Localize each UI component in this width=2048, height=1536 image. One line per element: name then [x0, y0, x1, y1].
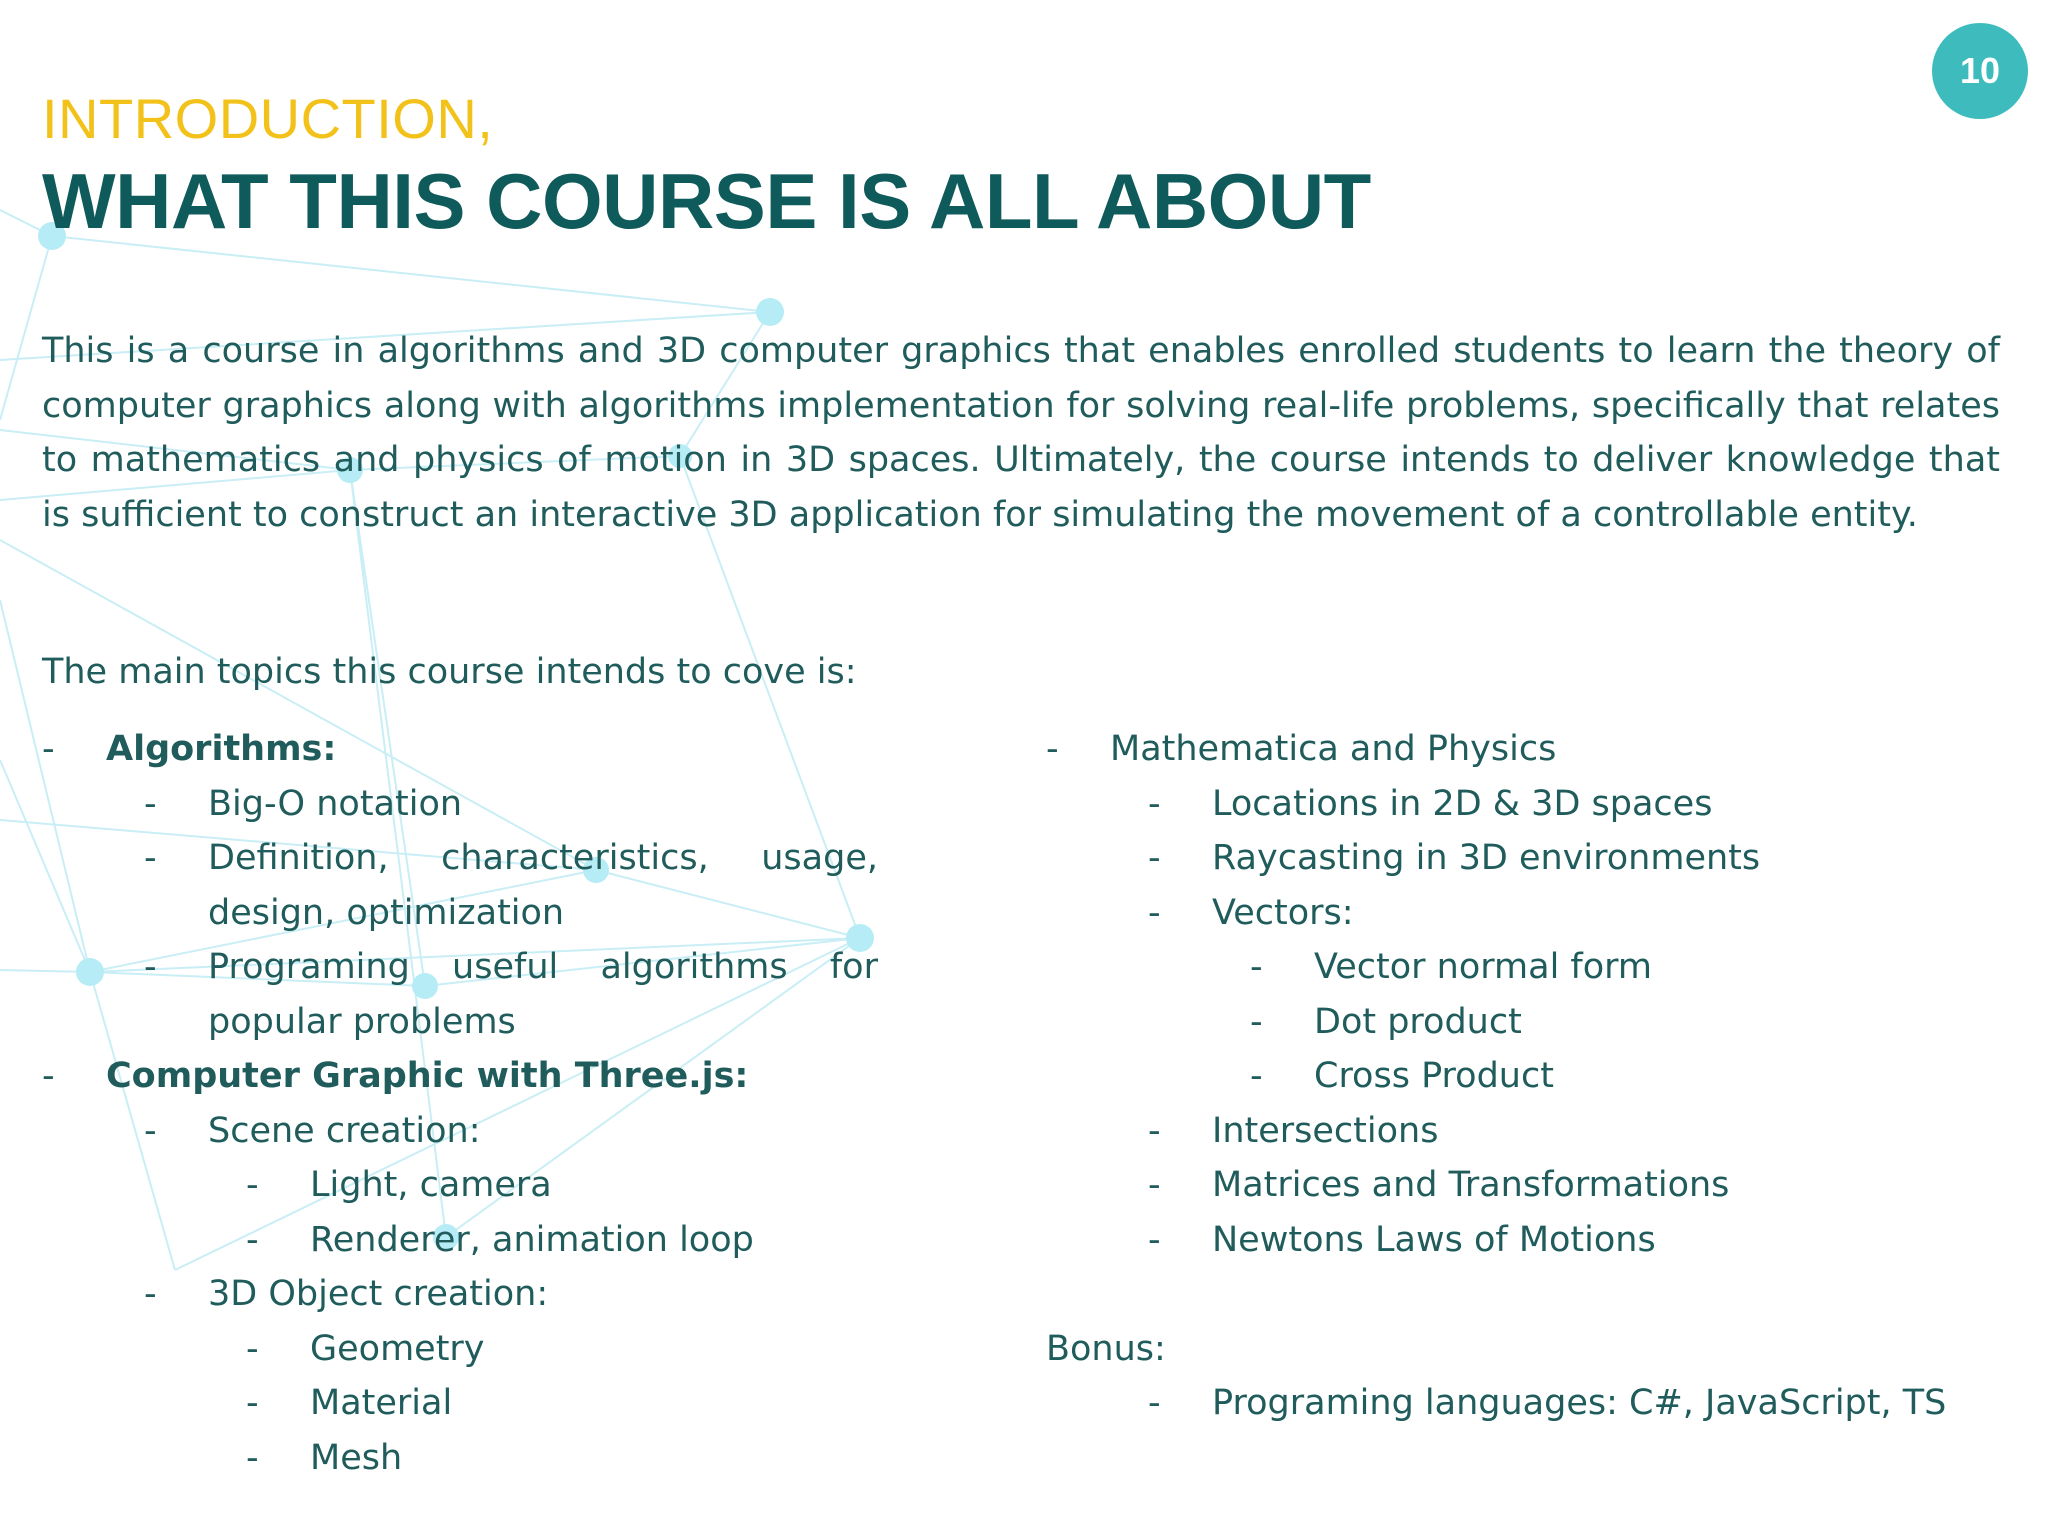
topics-left-column	[42, 722, 878, 1485]
list-item-text: Geometry	[310, 1328, 485, 1369]
list-item	[42, 1431, 872, 1486]
dash-bullet: -	[246, 1165, 259, 1205]
topic-algorithms	[42, 722, 872, 777]
list-item	[1046, 1376, 2006, 1431]
topic-label: Algorithms:	[106, 729, 337, 769]
dash-bullet: -	[144, 1110, 157, 1151]
list-item	[42, 1158, 872, 1213]
list-item-text: Programing languages: C#, JavaScript, TS	[1212, 1383, 1947, 1423]
list-item	[42, 1322, 872, 1377]
dash-bullet: -	[1046, 729, 1059, 769]
dash-bullet: -	[144, 1274, 157, 1314]
list-item-text: Vector normal form	[1314, 947, 1653, 987]
list-item	[1046, 1104, 2006, 1159]
topics-right-column	[1046, 722, 2006, 1431]
list-item	[42, 1267, 872, 1322]
list-item-text: Matrices and Transformations	[1212, 1165, 1730, 1205]
list-item-text: Scene creation:	[208, 1110, 481, 1151]
section-kicker: INTRODUCTION,	[42, 87, 494, 150]
dash-bullet: -	[1148, 1110, 1161, 1151]
dash-bullet: -	[42, 1056, 55, 1096]
dash-bullet: -	[144, 838, 157, 878]
list-item	[42, 1376, 872, 1431]
list-item-text: Cross Product	[1314, 1056, 1554, 1096]
list-item	[1046, 831, 2006, 886]
dash-bullet: -	[246, 1437, 259, 1478]
dash-bullet: -	[1148, 892, 1161, 933]
list-item-text: Raycasting in 3D environments	[1212, 838, 1761, 878]
dash-bullet: -	[1250, 947, 1263, 987]
list-item-text: Dot product	[1314, 1001, 1522, 1042]
list-item-text: Vectors:	[1212, 892, 1354, 933]
dash-bullet: -	[1148, 783, 1161, 824]
dash-bullet: -	[1148, 1165, 1161, 1205]
list-item-text: Newtons Laws of Motions	[1212, 1219, 1656, 1260]
dash-bullet: -	[246, 1328, 259, 1369]
list-item	[1046, 1158, 2006, 1213]
list-item	[1046, 940, 2006, 995]
dash-bullet: -	[144, 783, 157, 824]
list-item-text: Renderer, animation loop	[310, 1219, 754, 1260]
list-item-text: Programing useful algorithms for popular problems	[208, 947, 878, 1042]
topic-graphics	[42, 1049, 872, 1104]
topic-label: Mathematica and Physics	[1110, 729, 1557, 769]
list-item	[1046, 777, 2006, 832]
list-item-text: Intersections	[1212, 1110, 1439, 1151]
dash-bullet: -	[42, 729, 55, 769]
page-title: WHAT THIS COURSE IS ALL ABOUT	[42, 157, 1371, 245]
dash-bullet: -	[246, 1219, 259, 1260]
list-item	[1046, 886, 2006, 941]
dash-bullet: -	[1148, 1383, 1161, 1423]
topics-lead: The main topics this course intends to cove is:	[42, 652, 857, 692]
intro-paragraph: This is a course in algorithms and 3D computer graphics that enables enrolled students to learn the theory of computer graphics along with algorithms implementation for solving real-life problems, specifically that relates to mathematics and physics of motion in 3D spaces. Ultimately, the course intends to deliver knowledge that is sufficient to construct an interactive 3D application for simulating the movement of a controllable entity.	[42, 331, 2000, 535]
dash-bullet: -	[1250, 1056, 1263, 1096]
list-item	[42, 1213, 872, 1268]
list-item	[42, 1104, 872, 1159]
list-item	[42, 831, 878, 940]
dash-bullet: -	[246, 1383, 259, 1423]
topic-math-physics	[1046, 722, 2006, 777]
list-item	[42, 940, 878, 1049]
list-item	[42, 777, 872, 832]
bonus-label: Bonus:	[1046, 1328, 1166, 1369]
spacer	[1046, 1267, 2006, 1322]
dash-bullet: -	[144, 947, 157, 987]
list-item-text: Definition, characteristics, usage, design, optimization	[208, 838, 878, 933]
list-item	[1046, 1213, 2006, 1268]
list-item	[1046, 995, 2006, 1050]
list-item-text: 3D Object creation:	[208, 1274, 549, 1314]
list-item-text: Light, camera	[310, 1165, 552, 1205]
list-item-text: Big-O notation	[208, 783, 463, 824]
dash-bullet: -	[1250, 1001, 1263, 1042]
list-item-text: Material	[310, 1383, 453, 1423]
page-number-badge: 10	[1932, 23, 2028, 119]
list-item-text: Mesh	[310, 1437, 403, 1478]
dash-bullet: -	[1148, 838, 1161, 878]
dash-bullet: -	[1148, 1219, 1161, 1260]
list-item	[1046, 1049, 2006, 1104]
topic-label: Computer Graphic with Three.js:	[106, 1056, 749, 1096]
list-item-text: Locations in 2D & 3D spaces	[1212, 783, 1713, 824]
